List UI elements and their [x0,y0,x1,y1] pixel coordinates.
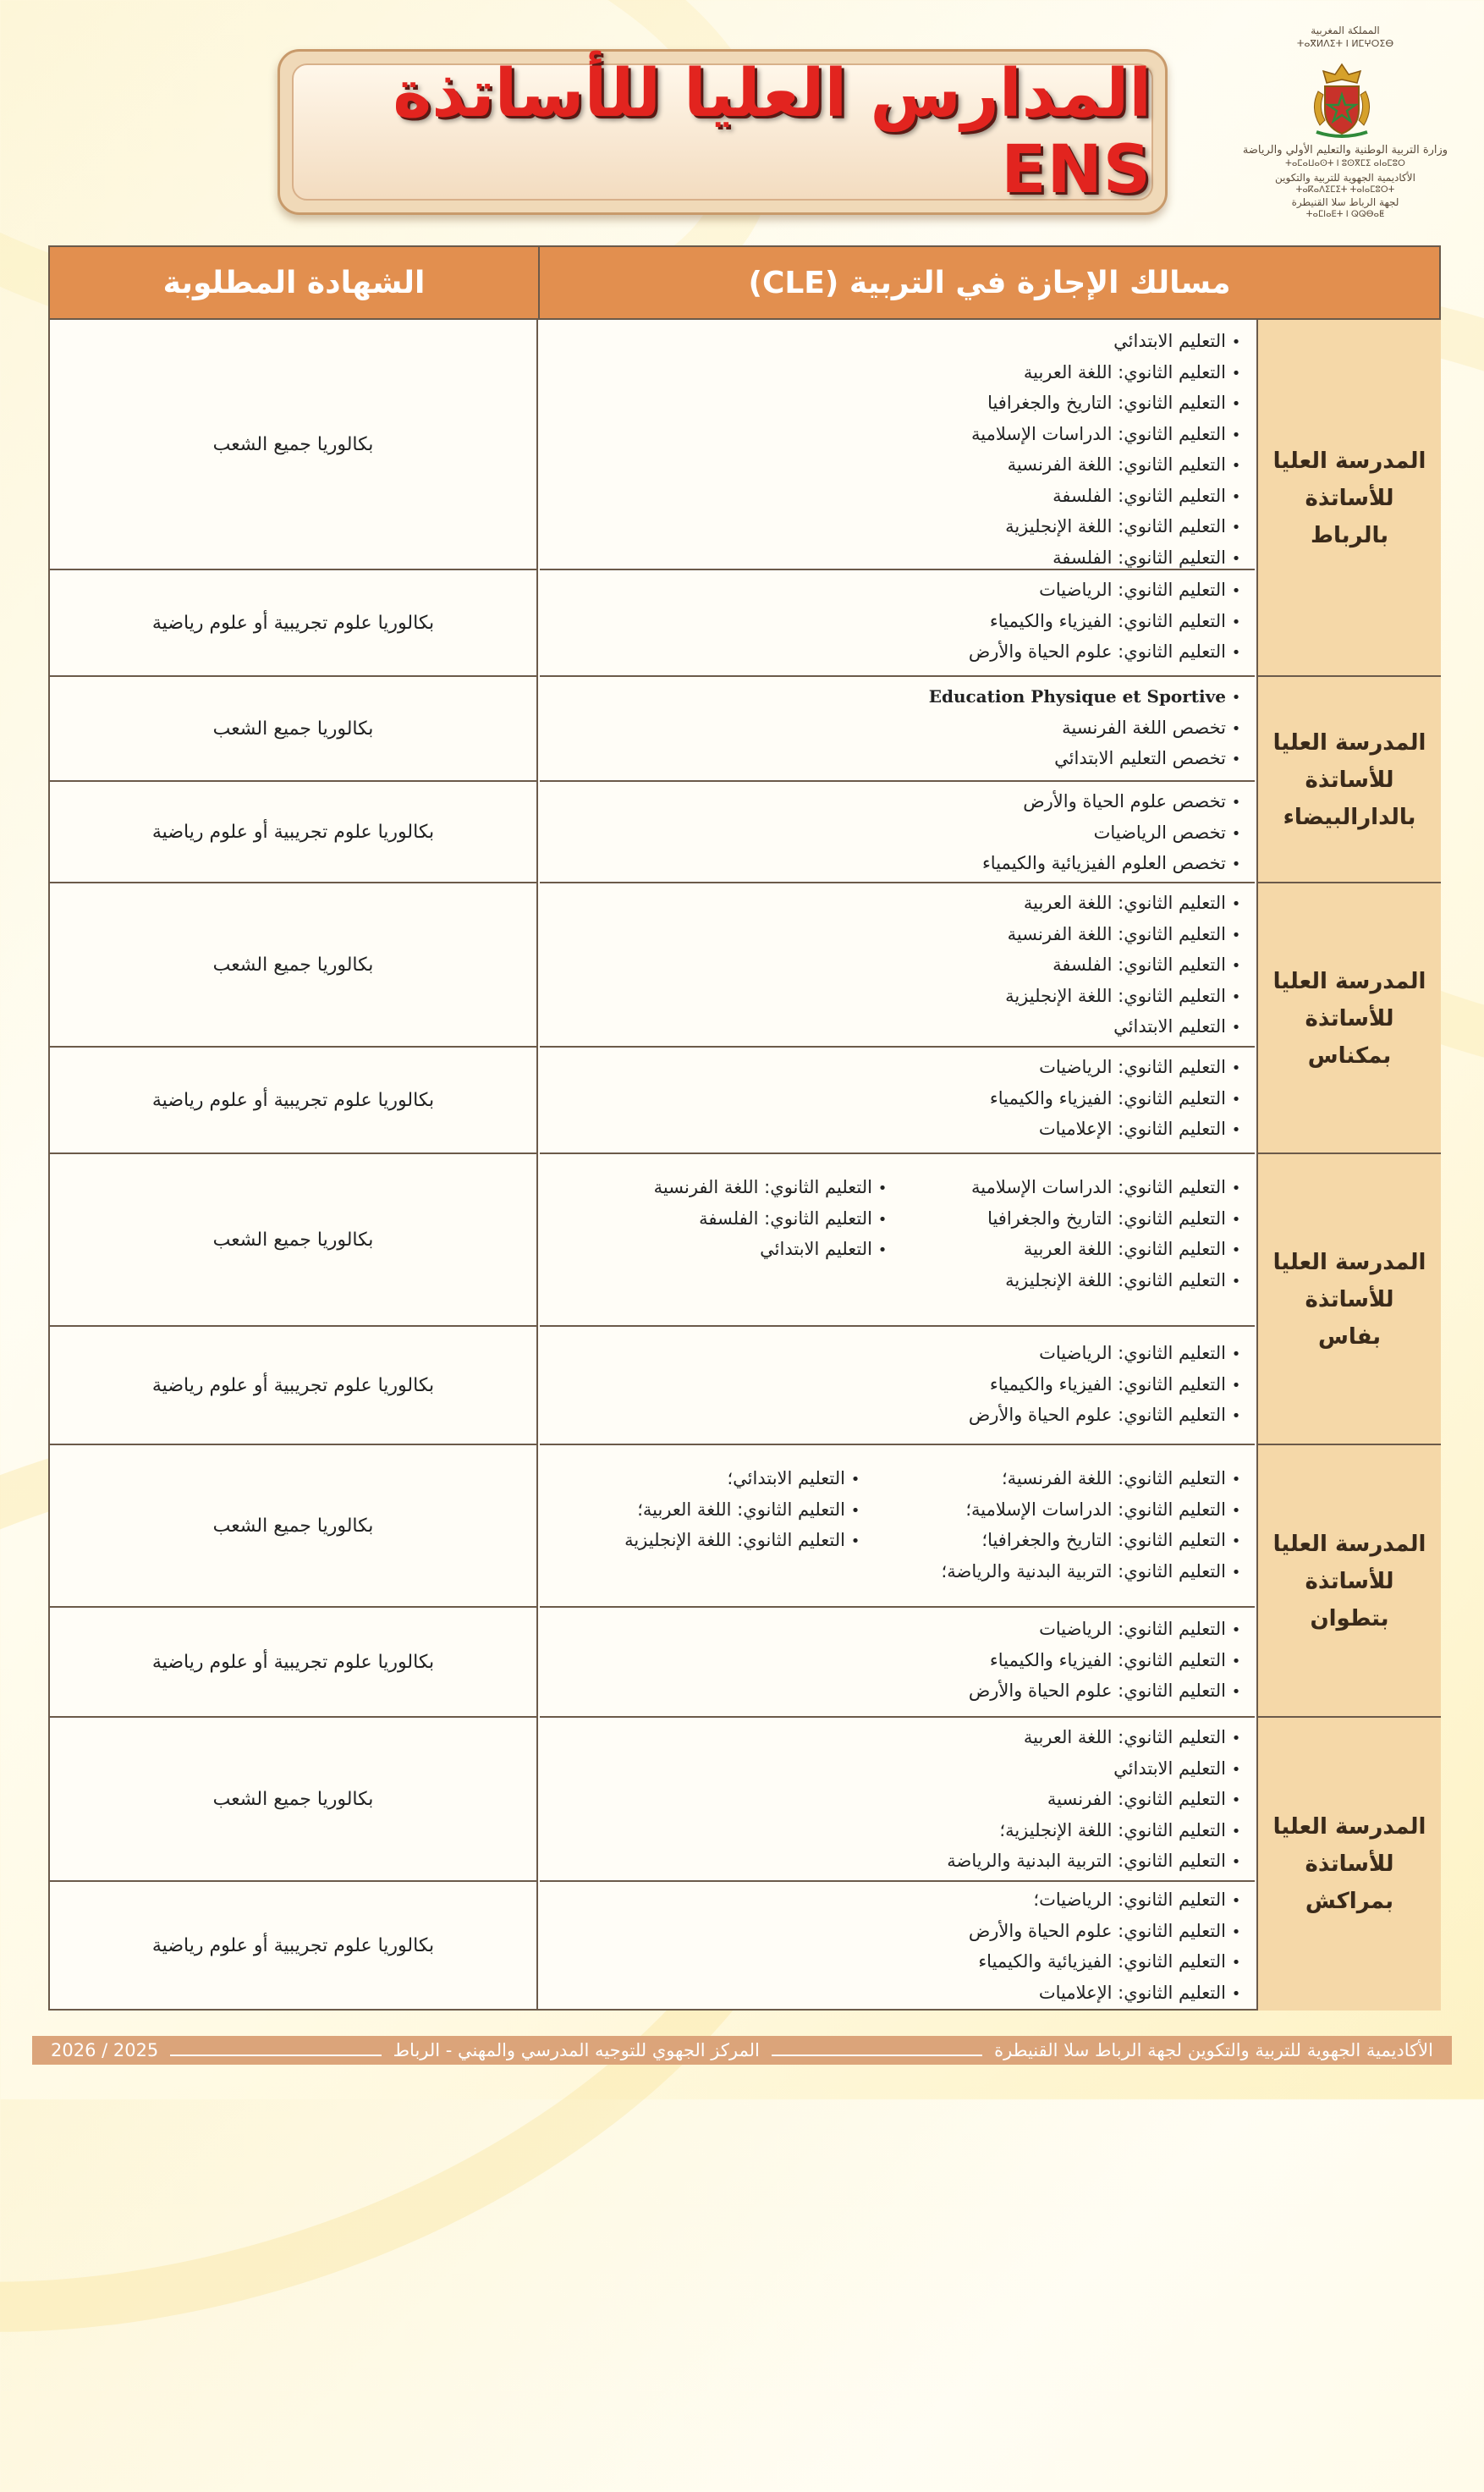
list-item: • التعليم الثانوي: اللغة الفرنسية [971,450,1246,481]
footer-academy: الأكاديمية الجهوية للتربية والتكوين لجهة الرباط سلا القنيطرة [994,2040,1433,2060]
school-name-line: المدرسة العليا [1272,448,1426,474]
certificate-cell: بكالوريا علوم تجريبية أو علوم رياضية [50,780,538,882]
certificate-cell: بكالوريا جميع الشعب [50,318,538,569]
page-title: المدارس العليا للأساتذة ENS [393,56,1151,208]
list-item: • التعليم الثانوي: علوم الحياة والأرض [969,1400,1246,1432]
certificate-cell: بكالوريا جميع الشعب [50,675,538,780]
school-name-line: المدرسة العليا [1272,730,1426,756]
footer-bar [32,2036,1452,2065]
school-name-line: بفاس [1317,1324,1382,1350]
tracks-cell [540,1152,1255,1325]
track-list [1005,888,1246,1043]
school-name-rabat [1256,318,1441,677]
tracks-cell [540,1046,1255,1152]
track-list-col2 [654,1173,893,1266]
certificate-cell: بكالوريا جميع الشعب [50,882,538,1046]
school-name-fes [1256,1152,1441,1445]
school-name-line: للأساتذة [1305,1851,1394,1877]
school-name-line: بمكناس [1307,1043,1392,1069]
list-item: • التعليم الثانوي: التربية البدنية والرياضة [947,1846,1246,1878]
list-item: • التعليم الثانوي: الإعلاميات [969,1978,1246,2010]
list-item: • التعليم الثانوي: الفلسفة [654,1204,893,1235]
logo-text-line: ⵜⴰⵎⵏⴰⴹⵜ ⵏ ⵕⵕⴱⴰⵟ [1305,210,1385,219]
header-tracks: مسالك الإجازة في التربية (CLE) [748,265,1231,300]
list-item: • التعليم الثانوي: اللغة الإنجليزية [971,512,1246,543]
list-item: • التعليم الثانوي: علوم الحياة والأرض [969,1917,1246,1948]
school-name-line: المدرسة العليا [1272,1814,1426,1840]
list-item: • التعليم الثانوي: اللغة الفرنسية؛ [942,1464,1246,1495]
logo-text-line: لجهة الرباط سلا القنيطرة [1291,196,1399,208]
track-list [969,1615,1246,1708]
certificate-cell: بكالوريا علوم تجريبية أو علوم رياضية [50,1606,538,1716]
list-item: • التعليم الثانوي: الفيزياء والكيمياء [969,1646,1246,1677]
school-name-line: للأساتذة [1305,1569,1394,1594]
list-item: • التعليم الثانوي: الفيزيائية والكيمياء [969,1947,1246,1978]
list-item: • التعليم الثانوي: التربية البدنية والرياضة؛ [942,1557,1246,1588]
track-list [990,1053,1246,1146]
list-item: • التعليم الثانوي: اللغة العربية [1005,888,1246,920]
list-item: • التعليم الثانوي: اللغة الإنجليزية؛ [947,1816,1246,1847]
list-item [929,682,1246,713]
school-name-line: للأساتذة [1305,1287,1394,1312]
list-item: • التعليم الثانوي: اللغة الفرنسية [654,1173,893,1204]
certificate-cell: بكالوريا جميع الشعب [50,1444,538,1606]
ens-programs-table [48,245,1441,2011]
school-name-line: بالدارالبيضاء [1283,805,1416,830]
list-item: • التعليم الثانوي: علوم الحياة والأرض [969,1676,1246,1708]
list-item: • التعليم الثانوي: الإعلاميات [990,1114,1246,1146]
track-list [969,575,1246,668]
school-name-line: بالرباط [1311,523,1388,548]
list-item: • التعليم الثانوي: اللغة الإنجليزية [971,1266,1246,1297]
footer-divider [772,2055,982,2056]
school-name-marrakech [1256,1716,1441,2011]
school-name-casablanca [1256,675,1441,883]
list-item: • التعليم الابتدائي [971,327,1246,358]
tracks-cell [540,882,1255,1046]
tracks-cell [540,569,1255,675]
tracks-cell [540,318,1255,569]
school-name-line: بمراكش [1305,1889,1394,1914]
table-header [50,247,1439,320]
list-item: • التعليم الثانوي: الرياضيات [969,575,1246,607]
list-item: • التعليم الثانوي: الفلسفة [1005,950,1246,982]
school-name-line: بتطوان [1310,1606,1389,1631]
list-item: • التعليم الثانوي: الدراسات الإسلامية؛ [942,1495,1246,1527]
school-name-meknes [1256,882,1441,1154]
list-item: • التعليم الثانوي: اللغة العربية [947,1723,1246,1754]
list-item: • التعليم الابتدائي [654,1235,893,1266]
ministry-logo-block [1218,20,1472,219]
list-item: • التعليم الثانوي: الرياضيات؛ [969,1885,1246,1917]
list-item: • التعليم الثانوي: الرياضيات [969,1339,1246,1370]
list-item: • التعليم الثانوي: اللغة الفرنسية [1005,920,1246,951]
school-name-tetouan [1256,1444,1441,1718]
list-item: • التعليم الابتدائي [1005,1012,1246,1043]
certificate-cell: بكالوريا علوم تجريبية أو علوم رياضية [50,569,538,675]
logo-text-line: ⵜⴰⴽⴰⴷⵉⵎⵉⵜ ⵜⴰⵏⴰⵎⵓⵔⵜ [1295,185,1395,195]
track-list [971,1173,1246,1296]
track-list [969,1885,1246,2009]
track-list [929,682,1246,775]
track-list [969,1339,1246,1432]
coat-of-arms-icon [1300,58,1384,142]
logo-text-line: وزارة التربية الوطنية والتعليم الأولي والرياضة [1242,144,1448,157]
tracks-cell [540,1880,1255,2009]
list-item: • التعليم الابتدائي [947,1754,1246,1785]
list-item: • التعليم الثانوي: الرياضيات [969,1615,1246,1646]
logo-text-line: ⵜⴰⵎⴰⵡⴰⵙⵜ ⵏ ⵓⵙⴳⵎⵉ ⴰⵏⴰⵎⵓⵔ [1285,159,1405,168]
header-certificate: الشهادة المطلوبة [50,247,540,318]
tracks-cell [540,675,1255,780]
tracks-cell [540,1716,1255,1880]
list-item: • تخصص العلوم الفيزيائية والكيمياء [982,849,1246,880]
list-item: • تخصص اللغة الفرنسية [929,713,1246,745]
certificate-cell: بكالوريا علوم تجريبية أو علوم رياضية [50,1325,538,1444]
list-item: • التعليم الثانوي: اللغة العربية [971,358,1246,389]
school-name-line: للأساتذة [1305,486,1394,511]
list-item: • التعليم الثانوي: الفرنسية [947,1785,1246,1816]
list-item: • التعليم الثانوي: التاريخ والجغرافيا [971,388,1246,420]
logo-text-line: المملكة المغربية [1311,25,1380,36]
school-name-line: للأساتذة [1305,767,1394,793]
list-item: • تخصص الرياضيات [982,818,1246,850]
track-list [942,1464,1246,1587]
track-label-latin: Education Physique et Sportive [928,686,1226,707]
track-list [947,1723,1246,1878]
certificate-cell: بكالوريا علوم تجريبية أو علوم رياضية [50,1046,538,1152]
list-item: • التعليم الثانوي: اللغة العربية [971,1235,1246,1266]
list-item: • التعليم الثانوي: الرياضيات [990,1053,1246,1084]
list-item: • التعليم الثانوي: الدراسات الإسلامية [971,1173,1246,1204]
list-item: • التعليم الابتدائي؛ [624,1464,866,1495]
school-name-line: المدرسة العليا [1272,969,1426,994]
tracks-cell [540,1325,1255,1444]
school-name-line: للأساتذة [1305,1006,1394,1031]
title-banner-inner [292,56,1153,208]
footer-divider [170,2055,381,2056]
list-item: • التعليم الثانوي: الفلسفة [971,481,1246,513]
list-item: • التعليم الثانوي: الفيزياء والكيمياء [969,607,1246,638]
list-item: • التعليم الثانوي: الفيزياء والكيمياء [990,1084,1246,1115]
list-item: • التعليم الثانوي: الدراسات الإسلامية [971,420,1246,451]
tracks-cell [540,780,1255,882]
footer-center: المركز الجهوي للتوجيه المدرسي والمهني - الرباط [393,2040,760,2060]
logo-text-line: ⵜⴰⴳⵍⴷⵉⵜ ⵏ ⵍⵎⵖⵔⵉⴱ [1296,38,1394,49]
list-item: • التعليم الثانوي: التاريخ والجغرافيا؛ [942,1526,1246,1557]
list-item: • تخصص التعليم الابتدائي [929,744,1246,775]
logo-text-line: الأكاديمية الجهوية للتربية والتكوين [1275,172,1415,184]
certificate-cell: بكالوريا علوم تجريبية أو علوم رياضية [50,1880,538,2009]
title-banner [278,49,1168,215]
track-list [982,787,1246,880]
list-item: • تخصص علوم الحياة والأرض [982,787,1246,818]
list-item: • التعليم الثانوي: اللغة العربية؛ [624,1495,866,1527]
list-item: • التعليم الثانوي: اللغة الإنجليزية [1005,982,1246,1013]
school-name-line: المدرسة العليا [1272,1532,1426,1557]
list-item: • التعليم الثانوي: الفيزياء والكيمياء [969,1370,1246,1401]
list-item: • التعليم الثانوي: اللغة الإنجليزية [624,1526,866,1557]
list-item: • التعليم الثانوي: علوم الحياة والأرض [969,637,1246,668]
footer-year: 2026 / 2025 [50,2040,159,2060]
school-name-line: المدرسة العليا [1272,1250,1426,1275]
list-item: • التعليم الثانوي: التاريخ والجغرافيا [971,1204,1246,1235]
certificate-cell: بكالوريا جميع الشعب [50,1716,538,1880]
track-list [971,327,1246,574]
list-item: • التعليم الثانوي: الفلسفة [971,543,1246,575]
tracks-cell [540,1606,1255,1716]
track-list-col2 [624,1464,866,1557]
tracks-cell [540,1444,1255,1606]
certificate-cell: بكالوريا جميع الشعب [50,1152,538,1325]
